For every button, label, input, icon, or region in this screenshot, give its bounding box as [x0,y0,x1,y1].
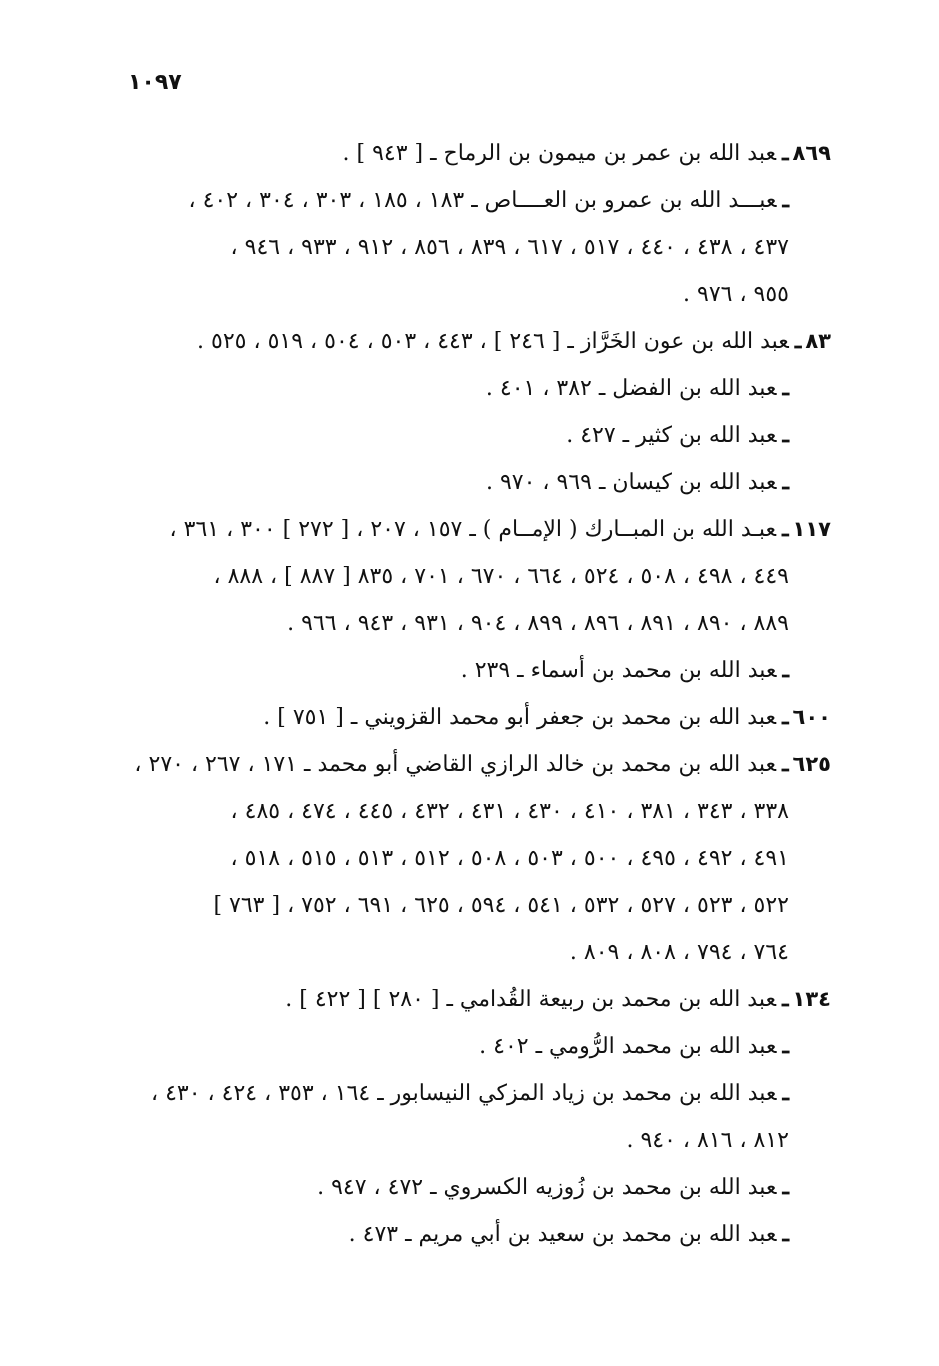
entry-text: عبد الله بن محمد بن زُوزيه الكسروي ـ ٤٧٢ ، ٩٤٧ . [317,1175,777,1200]
entry-dash: ـ [782,375,789,401]
entry-text: ٩٥٥ ، ٩٧٦ . [683,282,789,307]
entry-continuation [131,882,831,929]
entry-line [131,412,831,459]
entry-dash: ـ [782,751,789,777]
entry-text: عبد الله بن محمد بن زياد المزكي النيسابور ـ ١٦٤ ، ٣٥٣ ، ٤٢٤ ، ٤٣٠ ، [151,1081,777,1106]
entry-line [131,741,831,788]
entry-line [131,365,831,412]
entry-line [131,1164,831,1211]
entry-continuation [131,600,831,647]
entry-line [131,130,831,177]
entry-text: ٣٣٨ ، ٣٤٣ ، ٣٨١ ، ٤١٠ ، ٤٣٠ ، ٤٣١ ، ٤٣٢ ، ٤٤٥ ، ٤٧٤ ، ٤٨٥ ، [230,799,789,824]
entry-text: عبد الله بن محمد بن جعفر أبو محمد القزويني ـ [ ٧٥١ ] . [263,705,777,730]
entry-dash: ـ [782,657,789,683]
entry-continuation [131,224,831,271]
entry-dash: ـ [782,469,789,495]
entry-line [131,318,831,365]
entry-continuation [131,553,831,600]
entry-dash: ـ [782,140,789,166]
entry-text: عبد الله بن محمد بن ربيعة القُدامي ـ [ ٢٨٠ ] [ ٤٢٢ ] . [285,987,777,1012]
entry-dash: ـ [782,704,789,730]
entry-dash: ـ [794,328,802,354]
entry-line [131,506,831,553]
entry-dash: ـ [782,1221,789,1247]
entry-line [131,1023,831,1070]
entry-continuation [131,788,831,835]
entry-continuation [131,1117,831,1164]
entry-dash: ـ [782,986,789,1012]
entry-number: ١٣٤ [792,987,831,1011]
entry-text: عبد الله بن الفضل ـ ٣٨٢ ، ٤٠١ . [485,376,777,401]
entry-number: ٨٣ [805,329,831,353]
entry-text: عبـد الله بن المبــارك ( الإمــام ) ـ ١٥٧ ، ٢٠٧ ، [ ٢٧٢ ] ٣٠٠ ، ٣٦١ ، [169,517,777,542]
entry-text: عبد الله بن كيسان ـ ٩٦٩ ، ٩٧٠ . [485,470,777,495]
entry-line [131,976,831,1023]
entry-text: ٧٦٤ ، ٧٩٤ ، ٨٠٨ ، ٨٠٩ . [569,940,789,965]
entry-number: ٨٦٩ [792,141,831,165]
entry-line [131,1211,831,1258]
entry-line [131,647,831,694]
entry-text: ٨١٢ ، ٨١٦ ، ٩٤٠ . [626,1128,789,1153]
entry-dash: ـ [782,516,789,542]
entry-continuation [131,271,831,318]
entry-number: ١١٧ [792,517,831,541]
entry-text: عبد الله بن محمد الرُّومي ـ ٤٠٢ . [479,1034,777,1059]
entry-number: ٦٠٠ [792,705,831,729]
entry-line [131,694,831,741]
entry-text: عبد الله بن كثير ـ ٤٢٧ . [566,423,777,448]
entry-line [131,459,831,506]
entry-text: عبد الله بن عون الخَرَّاز ـ [ ٢٤٦ ] ، ٤٤٣ ، ٥٠٣ ، ٥٠٤ ، ٥١٩ ، ٥٢٥ . [197,329,789,354]
entry-dash: ـ [782,1174,789,1200]
entry-text: عبد الله بن محمد بن سعيد بن أبي مريم ـ ٤٧٣ . [348,1222,777,1247]
entry-line [131,1070,831,1117]
entry-text: ٤٤٩ ، ٤٩٨ ، ٥٠٨ ، ٥٢٤ ، ٦٦٤ ، ٦٧٠ ، ٧٠١ ، ٨٣٥ [ ٨٨٧ ] ، ٨٨٨ ، [213,564,789,589]
entry-dash: ـ [782,1080,789,1106]
entry-dash: ـ [782,422,789,448]
entry-text: ٨٨٩ ، ٨٩٠ ، ٨٩١ ، ٨٩٦ ، ٨٩٩ ، ٩٠٤ ، ٩٣١ ، ٩٤٣ ، ٩٦٦ . [287,611,789,636]
entry-text: ٥٢٢ ، ٥٢٣ ، ٥٢٧ ، ٥٣٢ ، ٥٤١ ، ٥٩٤ ، ٦٢٥ ، ٦٩١ ، ٧٥٢ ، [ ٧٦٣ ] [213,893,789,918]
index-entries [131,130,831,1258]
entry-line [131,177,831,224]
entry-text: ٤٩١ ، ٤٩٢ ، ٤٩٥ ، ٥٠٠ ، ٥٠٣ ، ٥٠٨ ، ٥١٢ ، ٥١٣ ، ٥١٥ ، ٥١٨ ، [230,846,789,871]
entry-dash: ـ [782,1033,789,1059]
entry-text: ٤٣٧ ، ٤٣٨ ، ٤٤٠ ، ٥١٧ ، ٦١٧ ، ٨٣٩ ، ٨٥٦ ، ٩١٢ ، ٩٣٣ ، ٩٤٦ ، [230,235,789,260]
entry-dash: ـ [782,187,789,213]
entry-text: عبـــد الله بن عمرو بن العــــاص ـ ١٨٣ ، ١٨٥ ، ٣٠٣ ، ٣٠٤ ، ٤٠٢ ، [188,188,777,213]
entry-continuation [131,929,831,976]
entry-continuation [131,835,831,882]
entry-text: عبد الله بن عمر بن ميمون بن الرماح ـ [ ٩٤٣ ] . [342,141,777,166]
page-number: ١٠٩٧ [128,70,182,95]
entry-text: عبد الله بن محمد بن أسماء ـ ٢٣٩ . [460,658,777,683]
entry-text: عبد الله بن محمد بن خالد الرازي القاضي أبو محمد ـ ١٧١ ، ٢٦٧ ، ٢٧٠ ، [134,752,777,777]
entry-number: ٦٢٥ [792,752,831,776]
